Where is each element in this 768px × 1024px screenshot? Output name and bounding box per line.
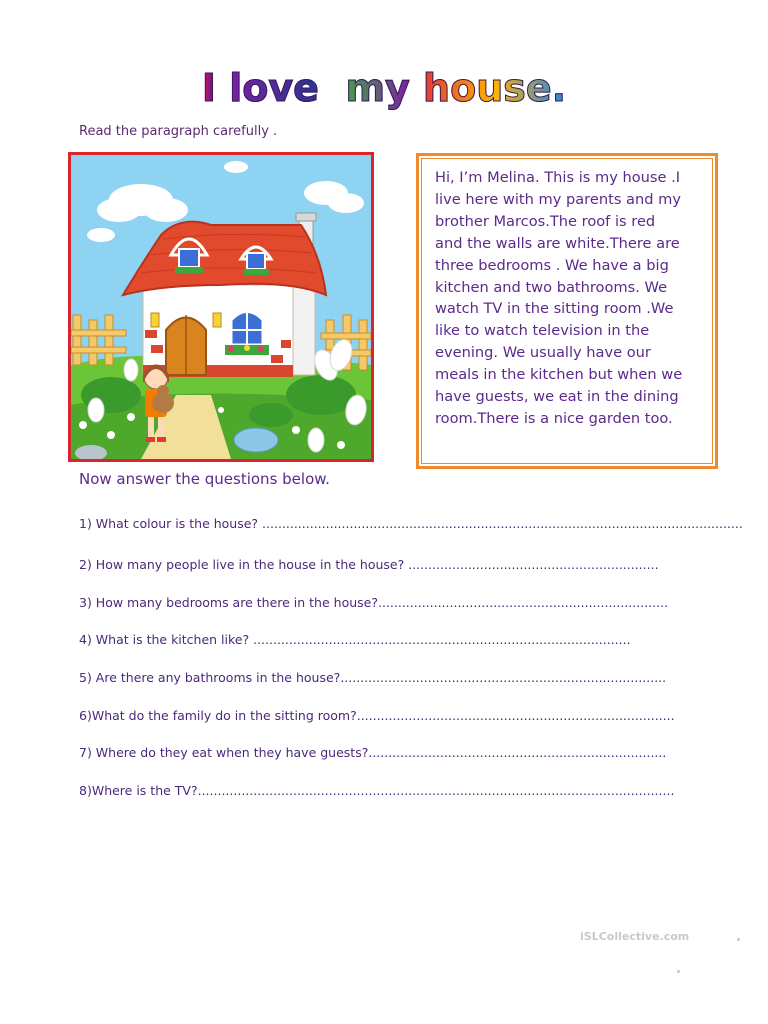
paragraph-line: Hi, I’m Melina. This is my house .I: [435, 169, 681, 186]
watermark-dot: [677, 970, 680, 973]
answer-line[interactable]: ...............................................................................................: [249, 632, 631, 647]
paragraph-line: brother Marcos.The roof is red: [435, 212, 656, 230]
question-item: [79, 745, 666, 760]
watermark: iSLCollective.com: [580, 930, 690, 943]
paragraph-line: like to watch television in the: [435, 322, 650, 340]
house-illustration: [68, 152, 374, 462]
paragraph-line: meals in the kitchen but when we: [435, 366, 683, 384]
question-item: [79, 783, 674, 798]
question-item: [79, 670, 666, 685]
answer-line[interactable]: .........................................................................................................................: [258, 516, 743, 531]
watermark-dot: [737, 938, 740, 941]
question-text: 3) How many bedrooms are there in the house?: [79, 595, 378, 610]
paragraph-line: live here with my parents and my: [435, 190, 682, 208]
answer-line[interactable]: ........................................................................................................................: [197, 783, 675, 798]
answer-line[interactable]: ..................................................................................: [340, 670, 667, 685]
question-text: 1) What colour is the house?: [79, 516, 259, 531]
paragraph-line: three bedrooms . We have a big: [435, 256, 669, 274]
paragraph-line: evening. We usually have our: [435, 344, 651, 362]
house-picture: [71, 155, 371, 459]
question-text: 8)Where is the TV?: [79, 783, 198, 798]
paragraph-line: room.There is a nice garden too.: [435, 409, 673, 427]
question-item: [79, 708, 675, 723]
answer-line[interactable]: ................................................................................: [356, 708, 675, 723]
instruction-text: Read the paragraph carefully .: [79, 124, 278, 139]
paragraph-line: watch TV in the sitting room .We: [435, 300, 674, 318]
question-text: 5) Are there any bathrooms in the house?: [79, 670, 341, 685]
paragraph-line: have guests, we eat in the dining: [435, 388, 679, 406]
question-item: [79, 595, 668, 610]
question-item: [79, 557, 659, 572]
title-word-4: house.: [423, 66, 567, 110]
question-item: [79, 632, 631, 647]
paragraph-line: and the walls are white.There are: [435, 234, 680, 252]
paragraph-line: kitchen and two bathrooms. We: [435, 278, 668, 296]
reading-paragraph-box: [416, 153, 718, 469]
questions-heading: Now answer the questions below.: [79, 470, 330, 488]
title-word-3: my: [345, 66, 410, 110]
question-text: 4) What is the kitchen like?: [79, 632, 250, 647]
answer-line[interactable]: ...........................................................................: [368, 745, 667, 760]
title-word-1: I: [201, 66, 217, 110]
worksheet-title: [0, 66, 768, 110]
title-word-2: love: [229, 66, 319, 110]
answer-line[interactable]: .........................................................................: [377, 595, 669, 610]
question-item: [79, 516, 743, 531]
reading-paragraph: [435, 167, 702, 430]
answer-line[interactable]: ...............................................................: [404, 557, 659, 572]
question-text: 6)What do the family do in the sitting room?: [79, 708, 357, 723]
question-text: 7) Where do they eat when they have guests?: [79, 745, 369, 760]
question-text: 2) How many people live in the house in the house?: [79, 557, 405, 572]
